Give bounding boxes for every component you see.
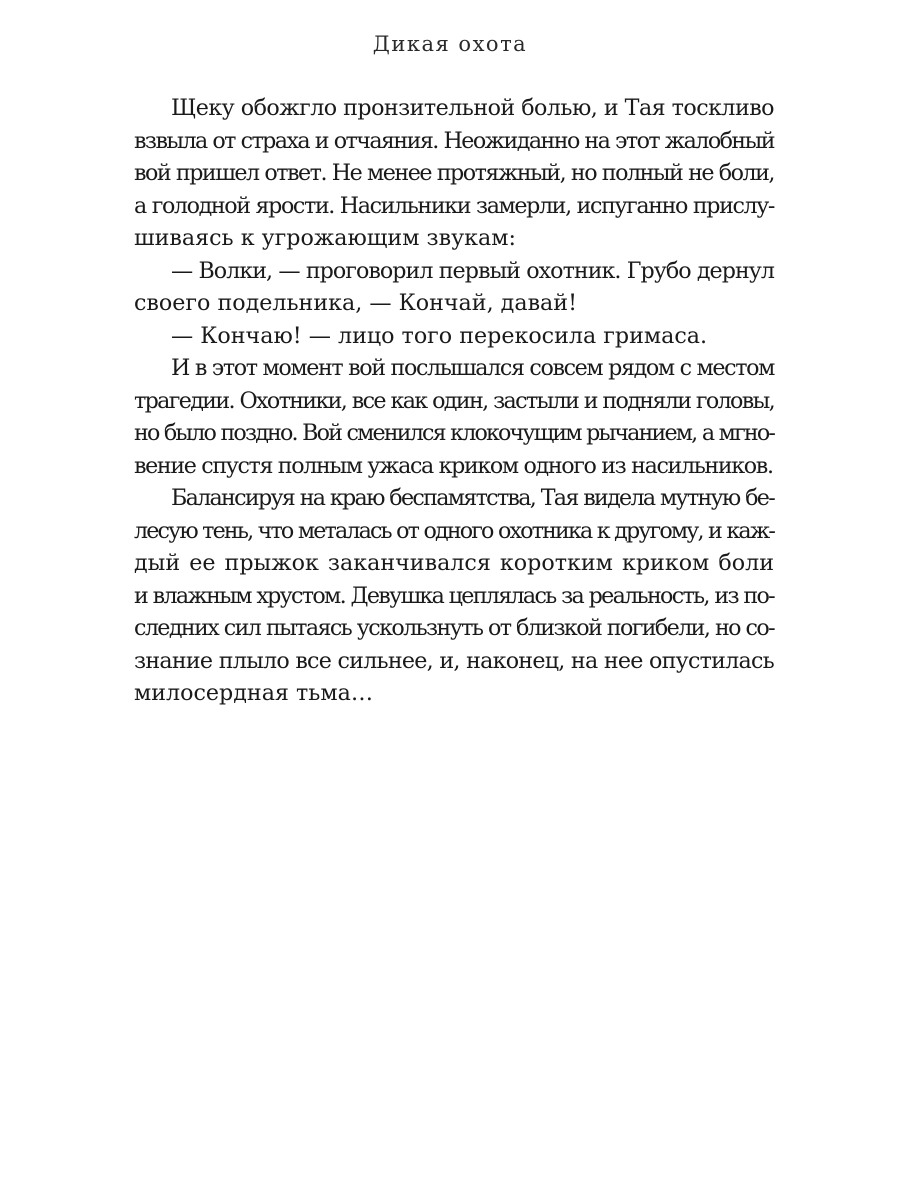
text-line: дый ее прыжок заканчивался коротким криком боли — [134, 550, 774, 576]
text-line: шиваясь к угрожающим звукам: — [134, 225, 517, 251]
text-line: но было поздно. Вой сменился клокочущим рычанием, а мгно- — [134, 420, 774, 446]
text-line: Щеку обожгло пронзительной болью, и Тая тоскливо — [171, 95, 774, 121]
text-line: милосердная тьма… — [134, 680, 374, 706]
body-text — [134, 92, 774, 710]
text-line: вение спустя полным ужаса криком одного из насильников. — [134, 452, 773, 479]
text-line: следних сил пытаясь ускользнуть от близкой погибели, но со- — [134, 615, 774, 641]
text-line: И в этот момент вой послышался совсем рядом с местом — [171, 355, 774, 381]
text-line: а голодной ярости. Насильники замерли, испуганно прислу- — [134, 192, 774, 219]
running-header-title: Дикая охота — [372, 32, 528, 56]
text-line: своего подельника, — Кончай, давай! — [134, 290, 577, 316]
text-line: знание плыло все сильнее, и, наконец, на нее опустилась — [134, 647, 774, 674]
text-line: лесую тень, что металась от одного охотника к другому, и каж- — [134, 517, 774, 544]
text-line: взвыла от страха и отчаяния. Неожиданно на этот жалобный — [134, 127, 774, 154]
text-line: вой пришел ответ. Не менее протяжный, но полный не боли, — [134, 160, 774, 186]
text-line: — Кончаю! — лицо того перекосила гримаса. — [171, 322, 708, 349]
text-line: и влажным хрустом. Девушка цеплялась за реальность, из по- — [134, 582, 774, 609]
text-line: — Волки, — проговорил первый охотник. Грубо дернул — [171, 257, 774, 284]
text-line: трагедии. Охотники, все как один, застыли и подняли головы, — [134, 387, 774, 414]
text-line: Балансируя на краю беспамятства, Тая видела мутную бе- — [171, 485, 774, 511]
